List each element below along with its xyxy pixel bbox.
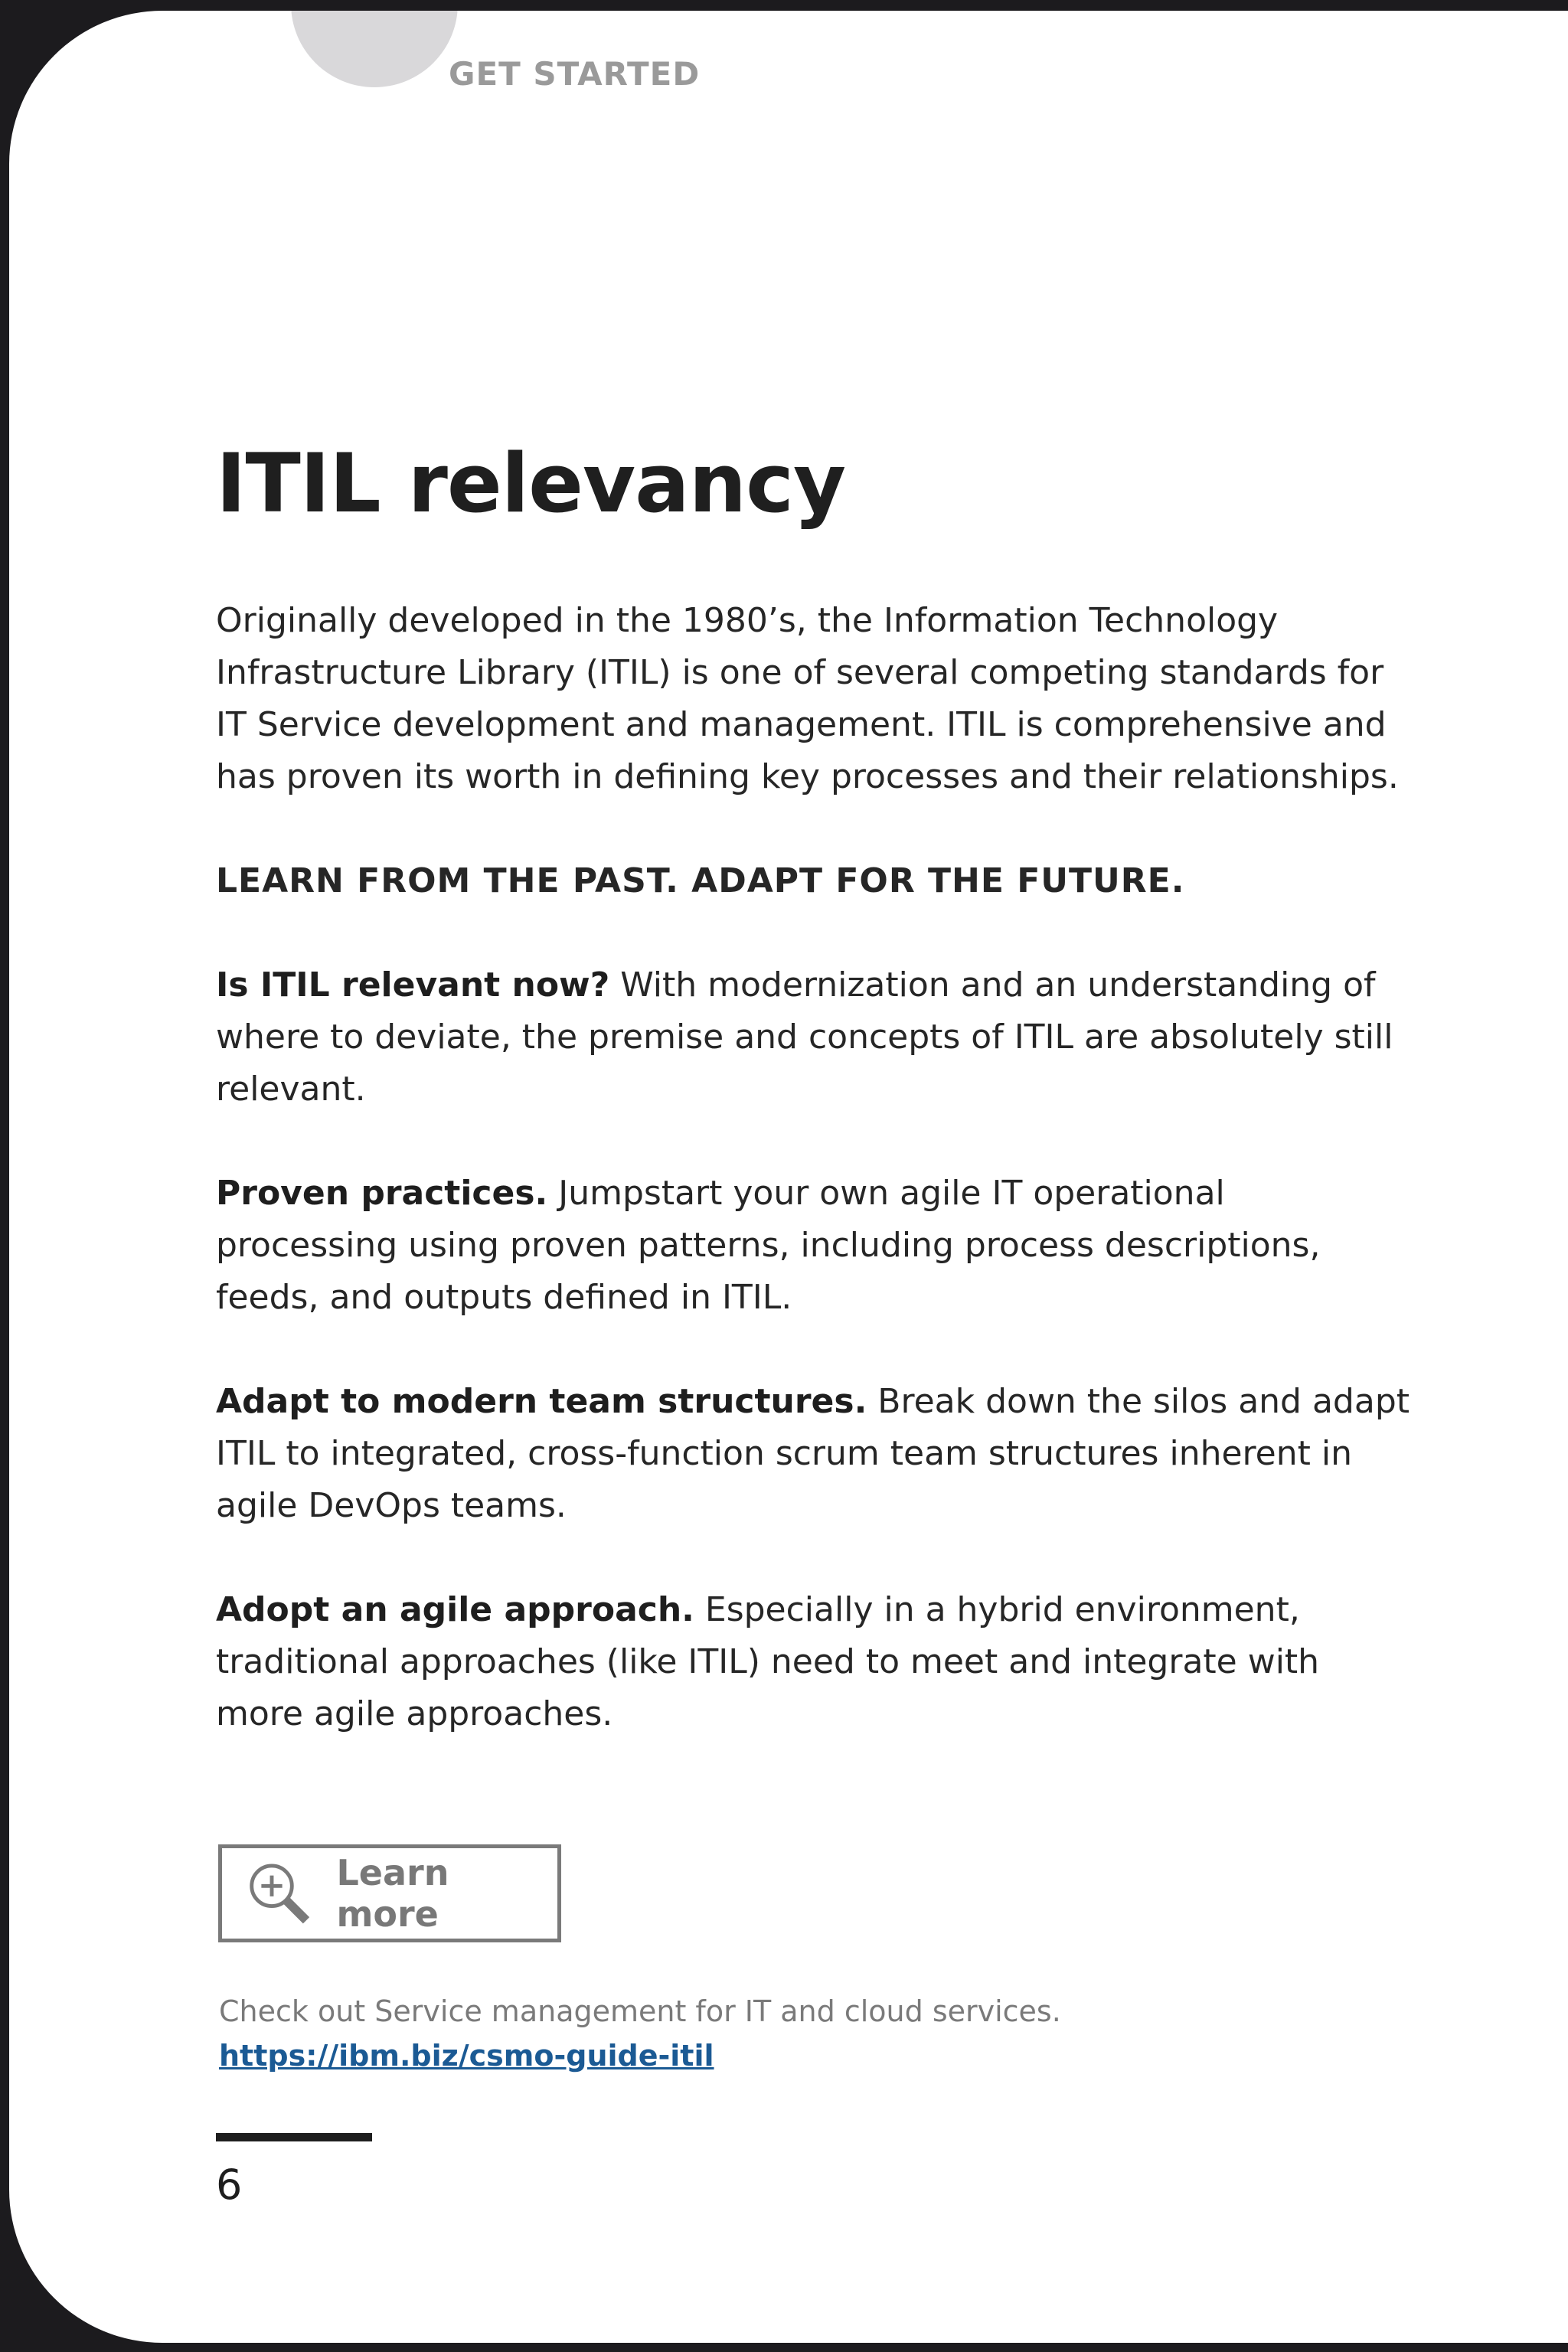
footer-rule [216, 2133, 372, 2141]
page-title: ITIL relevancy [216, 436, 846, 531]
main-content [216, 436, 1410, 1792]
point-lead: Adapt to modern team structures. [216, 1381, 867, 1421]
tagline: LEARN FROM THE PAST. ADAPT FOR THE FUTURE. [216, 861, 1185, 900]
learn-more-label: Learn more [336, 1852, 449, 1935]
point-lead: Adopt an agile approach. [216, 1589, 694, 1629]
point-text: Especially in a hybrid environment, traditional approaches (like ITIL) need to meet and integrate with more agile approaches. [216, 1589, 1320, 1733]
intro-paragraph: Originally developed in the 1980’s, the Information Technology Infrastructure Library (ITIL) is one of several competing standards for IT Service development and management. ITIL is comprehensive and has proven its worth in defining key processes and their relationships. [216, 600, 1399, 796]
point-text: With modernization and an understanding of where to deviate, the premise and concepts of ITIL are absolutely still relevant. [216, 965, 1393, 1109]
section-label: GET STARTED [449, 55, 701, 93]
document-page [9, 11, 1568, 2343]
learn-more-note [219, 1989, 1061, 2078]
point-text: Break down the silos and adapt ITIL to integrated, cross-function scrum team structures inherent in agile DevOps teams. [216, 1381, 1410, 1525]
page-number: 6 [216, 2161, 243, 2209]
point-paragraph [216, 1168, 1410, 1324]
point-paragraph [216, 1376, 1410, 1532]
section-indicator-dot [291, 11, 458, 87]
point-lead: Proven practices. [216, 1173, 548, 1213]
learn-more-button[interactable] [218, 1844, 561, 1942]
guide-link[interactable]: https://ibm.biz/csmo-guide-itil [219, 2039, 714, 2073]
point-text: Jumpstart your own agile IT operational processing using proven patterns, including process descriptions, feeds, and outputs defined in ITIL. [216, 1173, 1321, 1317]
point-paragraph [216, 1584, 1410, 1740]
zoom-in-icon [243, 1857, 315, 1930]
note-text: Check out Service management for IT and cloud services. [219, 1994, 1061, 2028]
point-lead: Is ITIL relevant now? [216, 965, 610, 1004]
point-paragraph [216, 959, 1410, 1116]
